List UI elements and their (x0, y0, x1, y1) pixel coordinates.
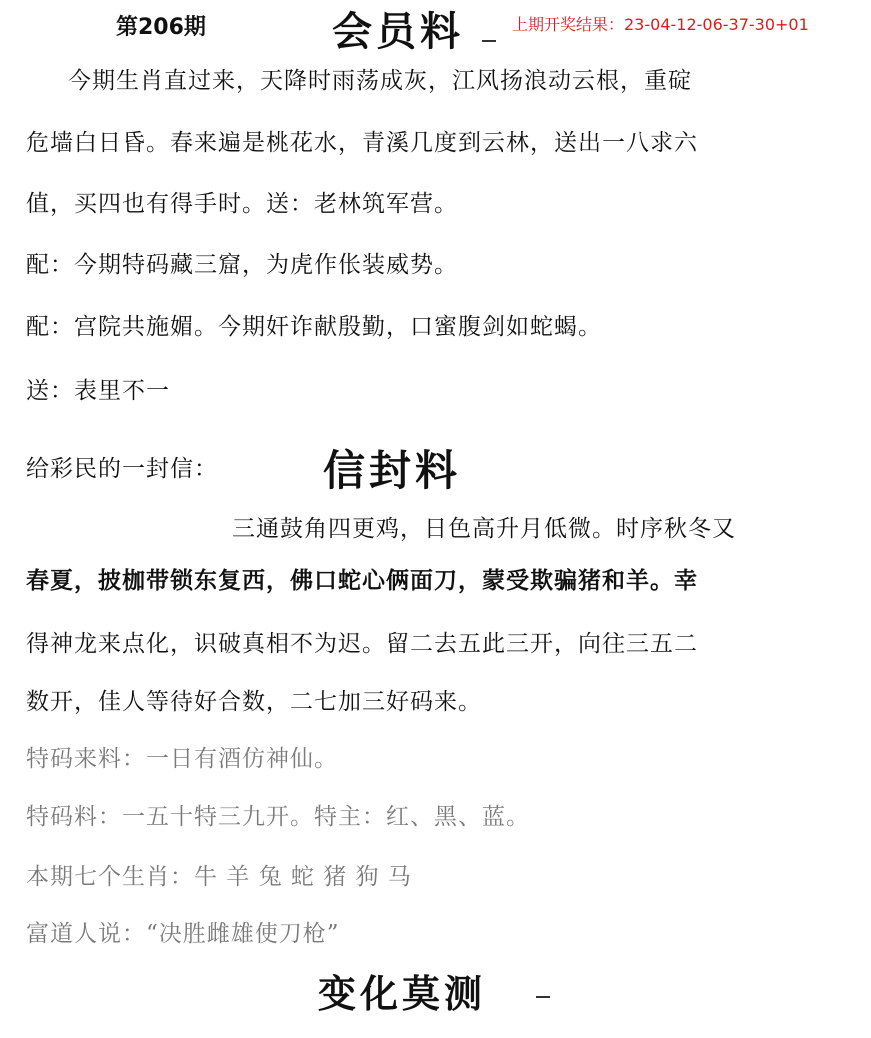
member-line-4: 配：今期特码藏三窟，为虎作伥装威势。 (26, 252, 458, 278)
letter-line-5: 特码来料：一日有酒仿神仙。 (26, 746, 338, 772)
letter-line-8: 富道人说：“决胜雌雄使刀枪” (26, 921, 340, 947)
letter-title: 信封料 (323, 446, 462, 495)
page-title: 会员料 (332, 8, 464, 55)
member-line-6: 送：表里不一 (26, 378, 170, 404)
member-line-2: 危墙白日昏。春来遍是桃花水，青溪几度到云林，送出一八求六 (26, 130, 698, 156)
letter-line-6: 特码料：一五十特三九开。特主：红、黑、蓝。 (26, 804, 530, 830)
title-underline-mark (482, 40, 496, 42)
footer-title: 变化莫测 (318, 971, 487, 1016)
footer-underline-mark (536, 996, 550, 998)
member-line-1: 今期生肖直过来，天降时雨荡成灰，江风扬浪动云根，重碇 (68, 68, 692, 94)
letter-intro: 给彩民的一封信： (26, 456, 218, 482)
last-result-text: 上期开奖结果：23-04-12-06-37-30+01 (512, 15, 809, 34)
letter-line-1: 三通鼓角四更鸡，日色高升月低微。时序秋冬又 (232, 516, 736, 542)
letter-line-4: 数开，佳人等待好合数，二七加三好码来。 (26, 689, 482, 715)
issue-number: 第206期 (116, 15, 206, 40)
letter-line-2: 春夏，披枷带锁东复西，佛口蛇心俩面刀，蒙受欺骗猪和羊。幸 (26, 567, 698, 594)
member-line-5: 配：宫院共施媚。今期奸诈献殷勤，口蜜腹剑如蛇蝎。 (26, 314, 602, 340)
letter-line-3: 得神龙来点化，识破真相不为迟。留二去五此三开，向往三五二 (26, 631, 698, 657)
member-line-3: 值，买四也有得手时。送：老林筑军营。 (26, 191, 458, 217)
letter-line-7: 本期七个生肖：牛 羊 兔 蛇 猪 狗 马 (26, 864, 412, 890)
